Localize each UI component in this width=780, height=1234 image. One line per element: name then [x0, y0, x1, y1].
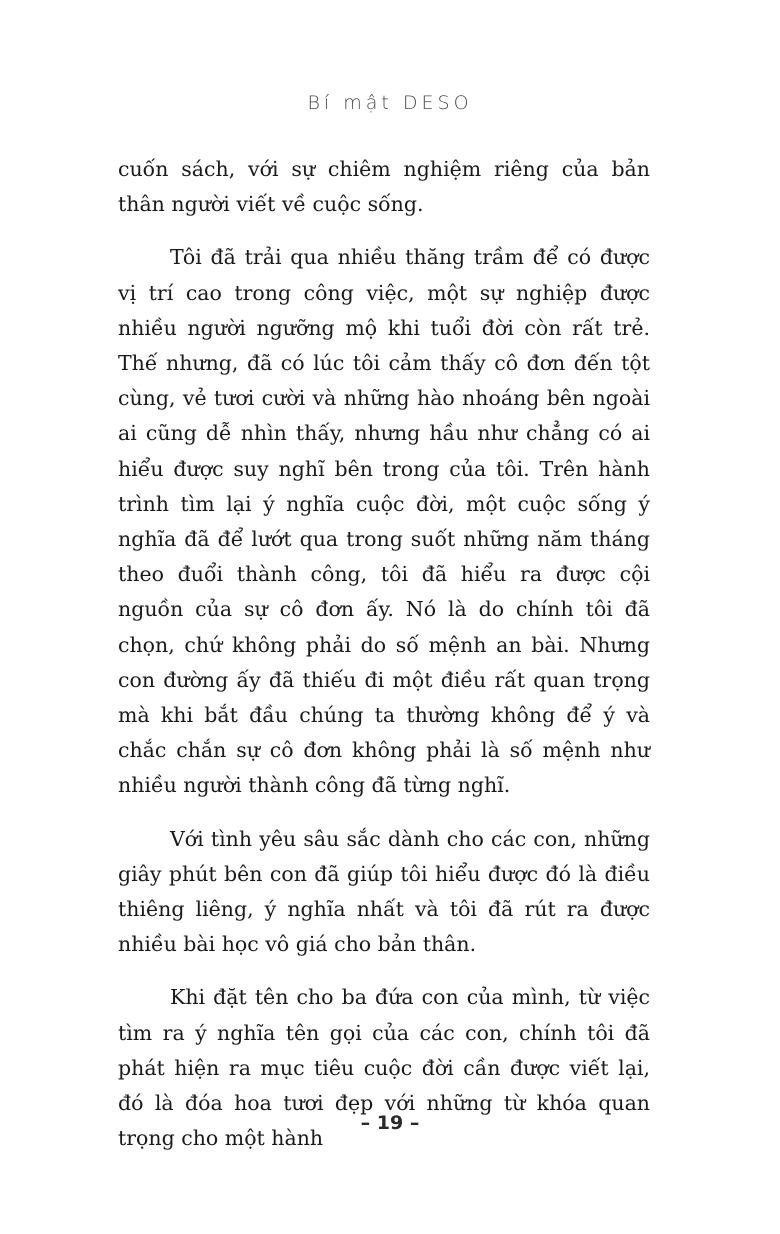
running-header-title: Bí mật DESO [307, 92, 473, 114]
paragraph-4: Khi đặt tên cho ba đứa con của mình, từ việc tìm ra ý nghĩa tên gọi của các con, chính tôi đã phát hiện ra mục tiêu cuộc đời cần được viết lại, đó là đóa hoa tươi đẹp với những từ khóa quan trọng cho một hành [118, 985, 650, 1151]
page-number: – 19 – [360, 1112, 420, 1134]
paragraph-3: Với tình yêu sâu sắc dành cho các con, những giây phút bên con đã giúp tôi hiểu được đó là điều thiêng liêng, ý nghĩa nhất và tôi đã rút ra được nhiều bài học vô giá cho bản thân. [118, 826, 650, 957]
paragraph-1: cuốn sách, với sự chiêm nghiệm riêng của bản thân người viết về cuộc sống. [118, 157, 650, 217]
body-text [118, 152, 650, 1174]
paragraph-2: Tôi đã trải qua nhiều thăng trầm để có được vị trí cao trong công việc, một sự nghiệp được nhiều người ngưỡng mộ khi tuổi đời còn rất trẻ. Thế nhưng, đã có lúc tôi cảm thấy cô đơn đến tột cùng, vẻ tươi cười và những hào nhoáng bên ngoài ai cũng dễ nhìn thấy, nhưng hầu như chẳng có ai hiểu được suy nghĩ bên trong của tôi. Trên hành trình tìm lại ý nghĩa cuộc đời, một cuộc sống ý nghĩa đã để lướt qua trong suốt những năm tháng theo đuổi thành công, tôi đã hiểu ra được cội nguồn của sự cô đơn ấy. Nó là do chính tôi đã chọn, chứ không phải do số mệnh an bài. Nhưng con đường ấy đã thiếu đi một điều rất quan trọng mà khi bắt đầu chúng ta thường không để ý và chắc chắn sự cô đơn không phải là số mệnh như nhiều người thành công đã từng nghĩ. [118, 245, 650, 798]
